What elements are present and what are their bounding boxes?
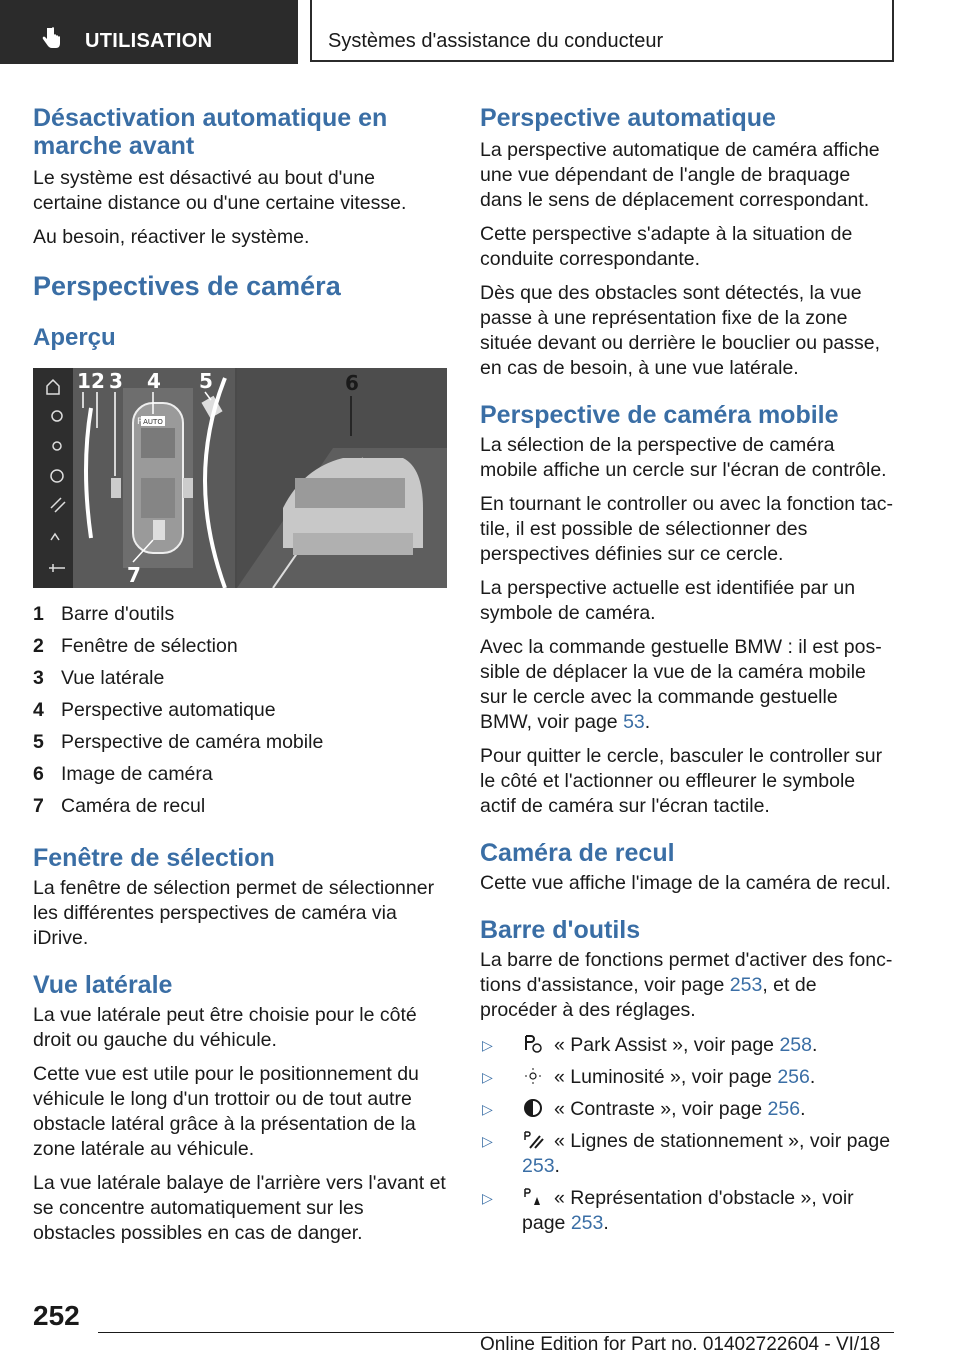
legend-item xyxy=(33,758,447,790)
auto-badge: AUTO xyxy=(143,418,163,426)
list-item-text: . xyxy=(554,1155,560,1177)
heading-apercu: Aperçu xyxy=(33,324,116,351)
section-tab xyxy=(0,0,298,64)
toolbar-function-list xyxy=(480,1033,894,1236)
hand-pointer-icon xyxy=(40,26,62,50)
legend-text: Image de caméra xyxy=(61,763,213,785)
paragraph: Cette vue est utile pour le positionnement du véhicule le long d'un trottoir ou de tout autre obstacle latéral grâce à la présentation de la zone latérale au véhicule. xyxy=(33,1063,419,1160)
heading-camera-mobile: Perspective de caméra mobile xyxy=(480,401,839,429)
paragraph: La fenêtre de sélection permet de sélectionner les différentes perspectives de caméra via iDrive. xyxy=(33,877,435,949)
list-item-text: « Contraste », voir page xyxy=(554,1098,768,1120)
obstacle-icon xyxy=(522,1187,544,1207)
paragraph: La perspective automatique de caméra affiche une vue dépendant de l'angle de braquage dans le sens de déplacement correspondant. xyxy=(480,139,880,211)
callout-4: 4 xyxy=(147,369,161,393)
callout-5: 5 xyxy=(199,369,213,393)
heading-barre-outils: Barre d'outils xyxy=(480,916,641,944)
paragraph: Pour quitter le cercle, basculer le controller sur le côté et l'actionner ou effleurer le symbole actif de caméra sur l'écran tactile. xyxy=(480,745,883,817)
list-item-text: . xyxy=(603,1212,609,1234)
legend-text: Perspective de caméra mobile xyxy=(61,731,324,753)
edition-text: Online Edition for Part no. 01402722604 - VI/18 xyxy=(480,1334,881,1355)
list-item-text: . xyxy=(809,1066,816,1088)
camera-screen-graphic xyxy=(33,368,447,588)
paragraph: Dès que des obstacles sont détectés, la vue passe à une représentation fixe de la zone située devant ou derrière le bouclier ou passe, en cas de besoin, à une vue latérale. xyxy=(480,282,880,379)
legend-item xyxy=(33,694,447,726)
legend-number: 6 xyxy=(33,763,44,785)
legend-item xyxy=(33,598,447,630)
page-link[interactable]: 253 xyxy=(522,1155,555,1177)
paragraph: La vue latérale peut être choisie pour le côté droit ou gauche du véhicule. xyxy=(33,1004,417,1051)
page-link[interactable]: 53 xyxy=(623,711,645,733)
paragraph: Le système est désactivé au bout d'une certaine distance ou d'une certaine vitesse. xyxy=(33,167,407,214)
paragraph: En tournant le controller ou avec la fonction tactile, il est possible de sélectionner des perspectives définies sur ce cercle. xyxy=(480,493,893,565)
paragraph: Au besoin, réactiver le système. xyxy=(33,226,310,248)
text: Avec la commande gestuelle BMW : il est possible de déplacer la vue de la caméra mobile sur le cercle avec la commande gestuelle BMW, voir page xyxy=(480,636,882,733)
page-link[interactable]: 253 xyxy=(570,1212,604,1234)
page-link[interactable]: 256 xyxy=(767,1098,801,1120)
paragraph: La perspective actuelle est identifiée par un symbole de caméra. xyxy=(480,577,856,624)
bullet-triangle-icon: ▷ xyxy=(482,1037,493,1053)
text: . xyxy=(644,711,651,733)
list-item xyxy=(480,1186,894,1236)
paragraph: La sélection de la perspective de caméra mobile affiche un cercle sur l'écran de contrôle. xyxy=(480,434,887,481)
paragraph: La vue latérale balaye de l'arrière vers l'avant et se concentre automatiquement sur les obstacles possibles en cas de danger. xyxy=(33,1172,446,1244)
callout-1: 1 xyxy=(77,369,91,393)
legend-text: Fenêtre de sélection xyxy=(61,635,238,657)
list-item xyxy=(480,1097,894,1122)
footer-divider xyxy=(98,1332,894,1333)
list-item xyxy=(480,1065,894,1090)
list-item-text: . xyxy=(800,1098,806,1120)
text: La barre de fonctions permet d'activer des fonctions d'assistance, voir page xyxy=(480,949,893,996)
camera-screen-illustration xyxy=(33,368,447,588)
legend-text: Caméra de recul xyxy=(61,795,206,817)
legend-number: 1 xyxy=(33,603,44,625)
legend-number: 2 xyxy=(33,635,44,657)
legend-number: 3 xyxy=(33,667,44,689)
legend-item xyxy=(33,630,447,662)
paragraph: Cette perspective s'adapte à la situation de conduite correspondante. xyxy=(480,223,853,270)
right-column xyxy=(480,100,894,1236)
parking-lines-icon xyxy=(522,1130,544,1150)
legend-text: Vue latérale xyxy=(61,667,165,689)
callout-7: 7 xyxy=(127,563,141,587)
text: , et de procéder à des réglages. xyxy=(480,974,817,1021)
callout-6: 6 xyxy=(345,371,359,395)
figure-legend xyxy=(33,598,447,822)
list-item-text: . xyxy=(812,1034,818,1056)
bullet-triangle-icon: ▷ xyxy=(482,1190,493,1206)
heading-perspectives: Perspectives de caméra xyxy=(33,271,341,301)
paragraph xyxy=(480,635,894,735)
page-link[interactable]: 258 xyxy=(779,1034,812,1056)
left-column xyxy=(33,100,447,1246)
legend-number: 4 xyxy=(33,699,44,721)
page-link[interactable]: 253 xyxy=(729,974,763,996)
list-item-text: « Park Assist », voir page xyxy=(554,1034,780,1056)
paragraph xyxy=(480,948,894,1023)
paragraph: Cette vue affiche l'image de la caméra de recul. xyxy=(480,872,891,894)
chapter-title: Systèmes d'assistance du conducteur xyxy=(328,30,664,52)
callout-3: 3 xyxy=(109,369,123,393)
heading-deactivation: Désactivation automatique en marche avant xyxy=(33,104,388,160)
page-number: 252 xyxy=(33,1300,80,1331)
legend-item xyxy=(33,726,447,758)
contrast-icon xyxy=(522,1098,544,1118)
park-assist-icon xyxy=(522,1034,544,1054)
legend-number: 7 xyxy=(33,795,44,817)
legend-item xyxy=(33,662,447,694)
callout-2: 2 xyxy=(91,369,105,393)
list-item xyxy=(480,1033,894,1058)
list-item-text: « Luminosité », voir page xyxy=(554,1066,778,1088)
legend-text: Barre d'outils xyxy=(61,603,175,625)
section-title: UTILISATION xyxy=(85,30,213,52)
page-header xyxy=(0,0,960,66)
heading-perspective-automatique: Perspective automatique xyxy=(480,104,776,132)
bullet-triangle-icon: ▷ xyxy=(482,1069,493,1085)
list-item-text: « Représentation d'obstacle », voir page xyxy=(522,1187,854,1234)
chapter-tab xyxy=(310,0,894,62)
bullet-triangle-icon: ▷ xyxy=(482,1133,493,1149)
legend-number: 5 xyxy=(33,731,44,753)
legend-text: Perspective automatique xyxy=(61,699,276,721)
list-item-text: « Lignes de stationnement », voir page xyxy=(554,1130,891,1152)
brightness-icon xyxy=(522,1066,544,1086)
bullet-triangle-icon: ▷ xyxy=(482,1101,493,1117)
heading-camera-recul: Caméra de recul xyxy=(480,839,675,867)
heading-fenetre: Fenêtre de sélection xyxy=(33,844,275,872)
legend-item xyxy=(33,790,447,822)
p-badge: P xyxy=(137,417,143,427)
heading-vue-laterale: Vue latérale xyxy=(33,971,173,999)
page-link[interactable]: 256 xyxy=(777,1066,810,1088)
list-item xyxy=(480,1129,894,1179)
